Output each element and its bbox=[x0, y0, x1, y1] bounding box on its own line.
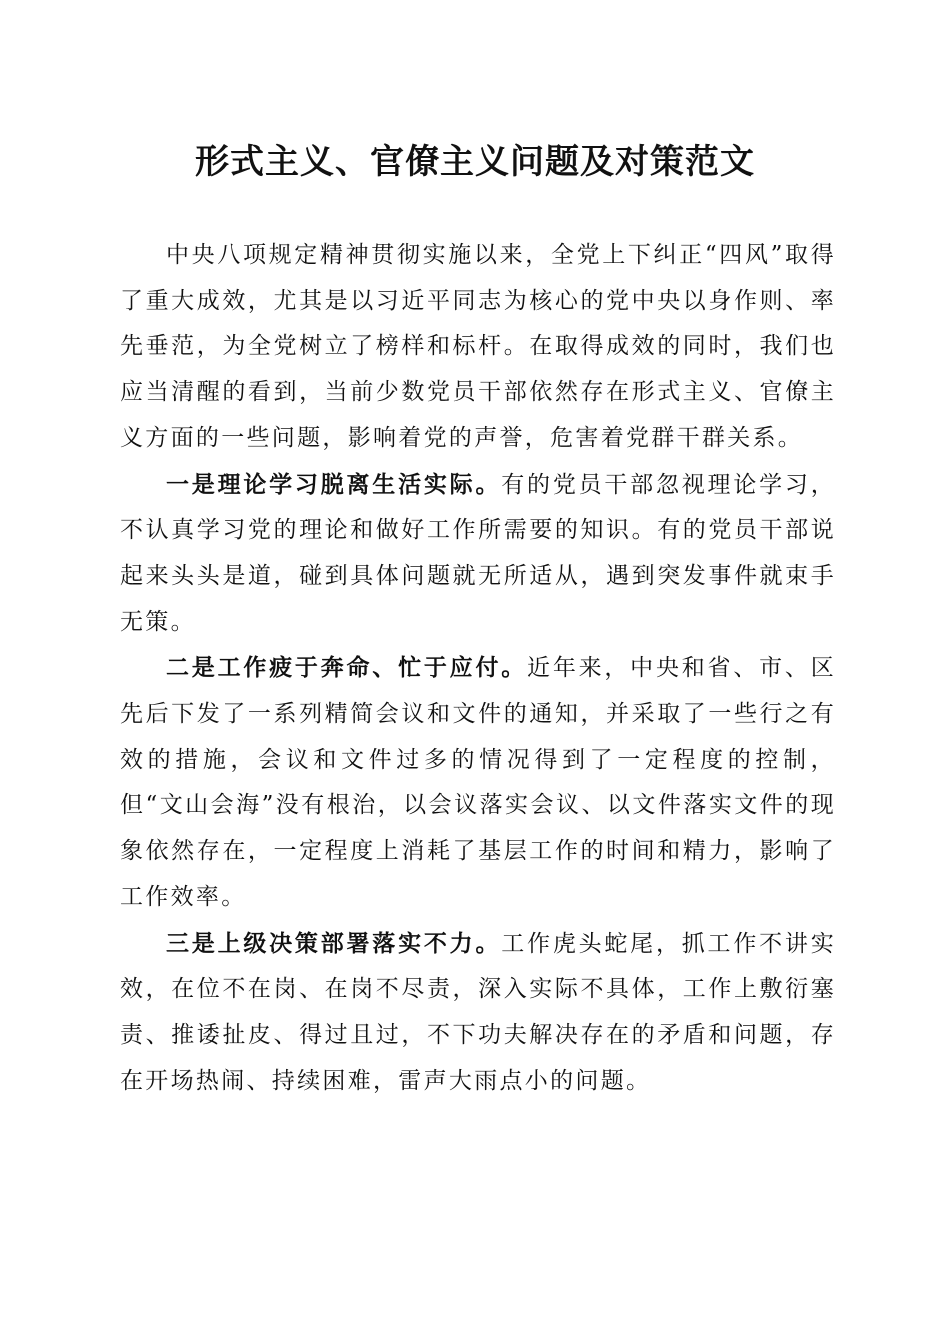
paragraph-text: 有的党员干部忽视理论学习，不认真学习党的理论和做好工作所需要的知识。有的党员干部说起来头头是道，碰到具体问题就无所适从，遇到突发事件就束手无策。 bbox=[120, 471, 836, 635]
paragraph-text: 工作虎头蛇尾，抓工作不讲实效，在位不在岗、在岗不尽责，深入实际不具体，工作上敷衍塞责、推诿扯皮、得过且过，不下功夫解决存在的矛盾和问题，存在开场热闹、持续困难，雷声大雨点小的问题。 bbox=[120, 930, 836, 1094]
paragraph-text: 中央八项规定精神贯彻实施以来，全党上下纠正“四风”取得了重大成效，尤其是以习近平同志为核心的党中央以身作则、率先垂范，为全党树立了榜样和标杆。在取得成效的同时，我们也应当清醒的看到，当前少数党员干部依然存在形式主义、官僚主义方面的一些问题，影响着党的声誉，危害着党群干群关系。 bbox=[120, 242, 836, 451]
paragraph-point-1 bbox=[120, 462, 836, 646]
paragraph-point-3 bbox=[120, 921, 836, 1105]
paragraph-point-2 bbox=[120, 645, 836, 920]
paragraph-lead: 三是上级决策部署落实不力。 bbox=[166, 929, 502, 957]
document-title: 形式主义、官僚主义问题及对策范文 bbox=[195, 142, 755, 182]
paragraph-text: 近年来，中央和省、市、区先后下发了一系列精简会议和文件的通知，并采取了一些行之有效的措施，会议和文件过多的情况得到了一定程度的控制，但“文山会海”没有根治，以会议落实会议、以文件落实文件的现象依然存在，一定程度上消耗了基层工作的时间和精力，影响了工作效率。 bbox=[120, 655, 836, 910]
document-body bbox=[120, 232, 836, 1104]
paragraph-intro bbox=[120, 232, 836, 462]
paragraph-lead: 二是工作疲于奔命、忙于应付。 bbox=[166, 654, 528, 682]
paragraph-lead: 一是理论学习脱离生活实际。 bbox=[166, 470, 502, 498]
